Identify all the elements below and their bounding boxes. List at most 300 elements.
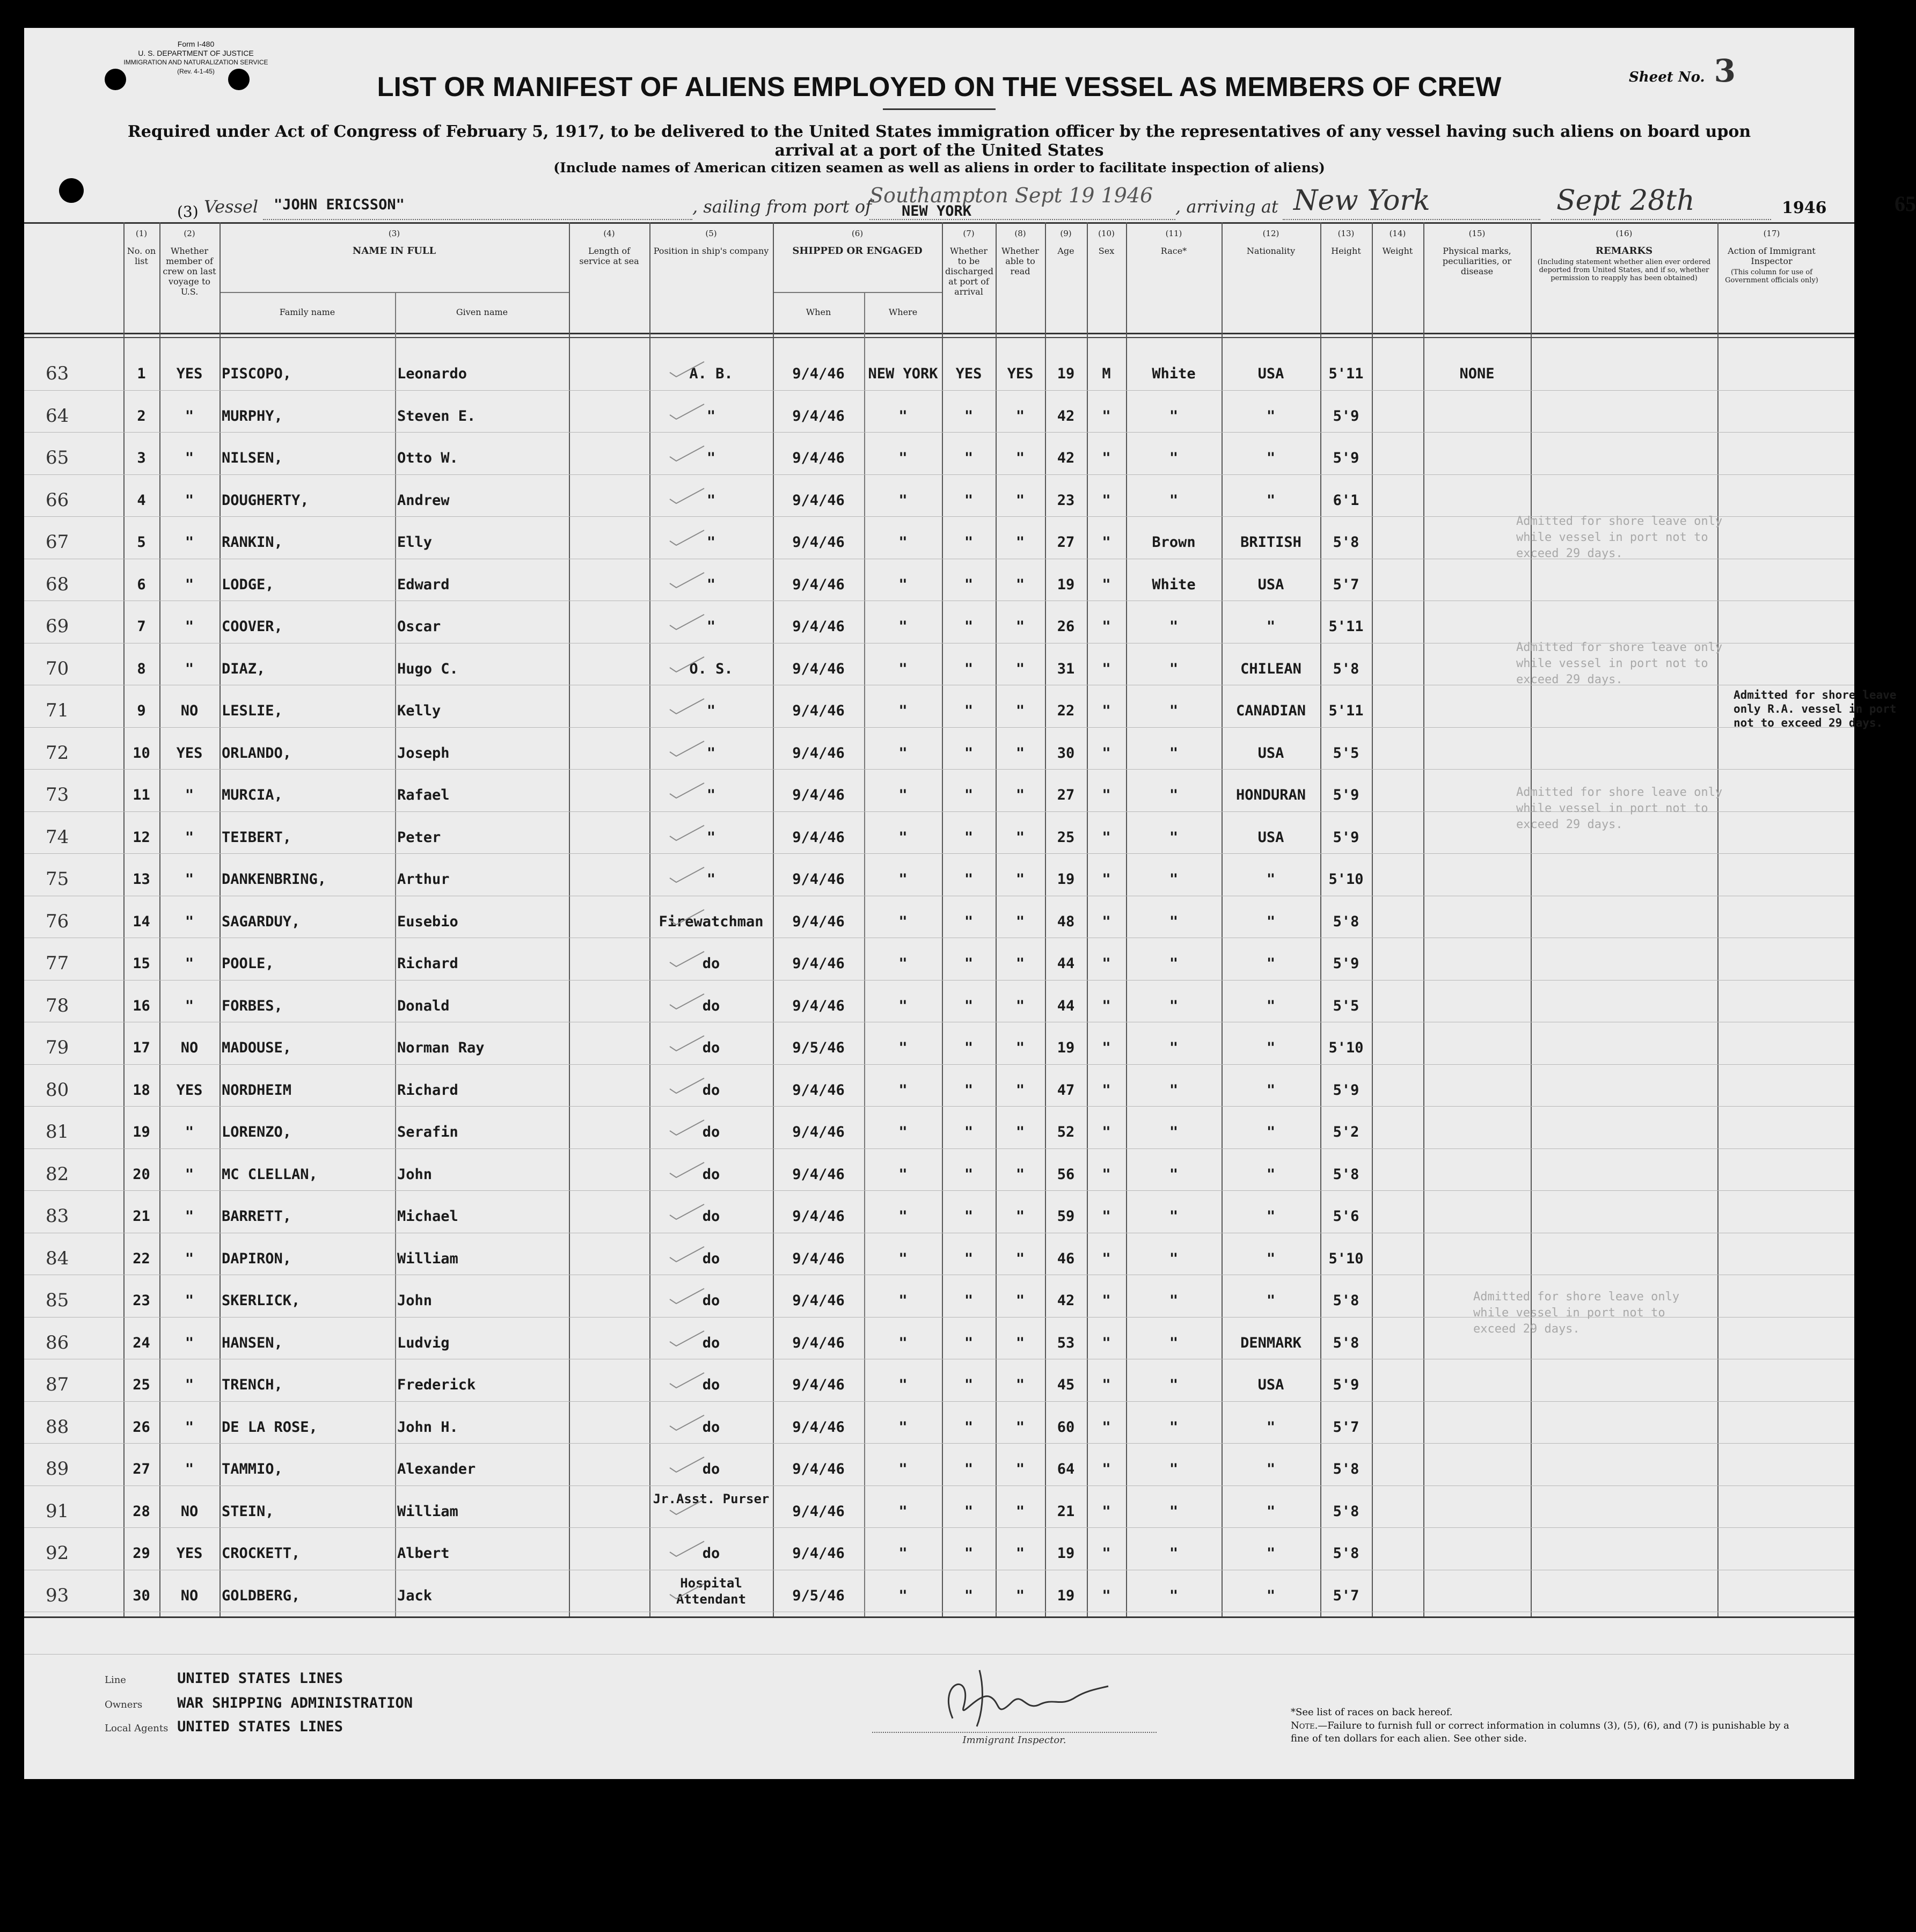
cell-race: " xyxy=(1169,450,1179,466)
table-row xyxy=(24,983,1854,1026)
vessel-name: "JOHN ERICSSON" xyxy=(274,196,405,213)
cell-nationality: " xyxy=(1266,1081,1276,1099)
cell-age: 19 xyxy=(1057,871,1075,888)
cell-discharged: " xyxy=(964,1334,974,1351)
cell-nationality: HONDURAN xyxy=(1235,787,1306,803)
inspector-rule xyxy=(872,1732,1157,1733)
cell-when: 9/4/46 xyxy=(792,1334,845,1351)
column-header xyxy=(1320,226,1372,332)
service-check-icon xyxy=(666,1454,708,1475)
cell-read: " xyxy=(1015,618,1025,635)
service-check-icon xyxy=(666,1033,708,1054)
service-check-icon xyxy=(666,654,708,675)
cell-nationality: " xyxy=(1266,407,1276,425)
cell-when: 9/4/46 xyxy=(792,1545,845,1562)
crew-table xyxy=(24,222,1897,1644)
cell-when: 9/4/46 xyxy=(792,407,845,425)
cell-family: DOUGHERTY, xyxy=(222,492,309,509)
cell-when: 9/4/46 xyxy=(792,871,845,888)
title-underline xyxy=(883,108,996,110)
cell-when: 9/4/46 xyxy=(792,365,845,382)
form-department: U. S. DEPARTMENT OF JUSTICE xyxy=(138,49,254,57)
cell-height: 5'9 xyxy=(1333,955,1359,972)
cell-race: " xyxy=(1169,1124,1179,1140)
cell-discharged: " xyxy=(964,871,974,888)
cell-where: " xyxy=(898,660,908,677)
margin-number: 64 xyxy=(46,405,69,427)
column-number: (16) xyxy=(1615,229,1633,238)
year: 1946 xyxy=(1782,199,1827,217)
cell-given: Hugo C. xyxy=(397,660,458,677)
cell-race: " xyxy=(1169,829,1179,846)
cell-where: " xyxy=(898,913,908,930)
table-row xyxy=(24,393,1854,436)
cell-read: " xyxy=(1015,576,1025,593)
margin-number: 65 xyxy=(46,447,69,469)
cell-height: 5'11 xyxy=(1328,702,1364,719)
column-header xyxy=(569,226,649,332)
cell-height: 5'8 xyxy=(1333,1166,1359,1183)
cell-height: 5'11 xyxy=(1328,618,1364,635)
cell-family: STEIN, xyxy=(222,1503,274,1520)
cell-height: 5'8 xyxy=(1333,660,1359,677)
service-check-icon xyxy=(666,611,708,633)
cell-height: 5'7 xyxy=(1333,576,1359,593)
cell-no: 13 xyxy=(133,871,150,888)
cell-nationality: " xyxy=(1266,1545,1276,1562)
column-label: Position in ship's company xyxy=(653,246,769,256)
cell-read: " xyxy=(1015,1166,1025,1183)
cell-when: 9/4/46 xyxy=(792,450,845,466)
table-row xyxy=(24,1236,1854,1278)
cell-read: " xyxy=(1015,1545,1025,1562)
cell-position: do xyxy=(702,997,720,1014)
table-row xyxy=(24,899,1854,941)
cell-where: " xyxy=(898,618,908,635)
column-number: (11) xyxy=(1165,229,1182,238)
cell-nationality: " xyxy=(1266,492,1276,509)
cell-read: " xyxy=(1015,534,1025,551)
service-check-icon xyxy=(666,1496,708,1518)
cell-sex: " xyxy=(1102,1292,1111,1309)
cell-age: 45 xyxy=(1057,1377,1075,1393)
cell-position: " xyxy=(706,744,716,762)
arriving-date: Sept 28th xyxy=(1556,185,1695,217)
cell-position: " xyxy=(706,871,716,888)
cell-position: " xyxy=(706,702,716,719)
cell-race: " xyxy=(1169,1418,1179,1436)
margin-number: 78 xyxy=(46,994,69,1016)
inspector-label: Immigrant Inspector. xyxy=(962,1735,1066,1746)
cell-sex: " xyxy=(1102,997,1111,1014)
cell-family: TEIBERT, xyxy=(222,829,292,846)
cell-position: do xyxy=(702,1040,720,1056)
faint-stamp: Admitted for shore leave only while vessel in port not to exceed 29 days. xyxy=(1516,641,1723,686)
column-number: (10) xyxy=(1098,229,1115,238)
service-check-icon xyxy=(666,1412,708,1433)
sheet-label: Sheet No. xyxy=(1629,69,1705,85)
cell-position: do xyxy=(702,1418,720,1436)
cell-given: Elly xyxy=(397,534,433,551)
cell-crew: NO xyxy=(180,1503,199,1520)
cell-no: 6 xyxy=(137,576,146,593)
cell-no: 7 xyxy=(137,618,146,635)
cell-nationality: " xyxy=(1266,1250,1276,1267)
cell-race: " xyxy=(1169,1081,1179,1099)
service-check-icon xyxy=(666,696,708,717)
cell-height: 5'7 xyxy=(1333,1587,1359,1604)
sailing-handwritten: Southampton Sept 19 1946 xyxy=(869,184,1153,207)
cell-read: " xyxy=(1015,829,1025,846)
cell-sex: " xyxy=(1102,492,1111,509)
cell-crew: YES xyxy=(176,744,203,762)
cell-height: 5'9 xyxy=(1333,1377,1359,1393)
column-label: No. on list xyxy=(127,246,156,266)
cell-age: 21 xyxy=(1057,1503,1075,1520)
cell-given: John xyxy=(397,1292,433,1309)
cell-sex: " xyxy=(1102,1587,1111,1604)
cell-crew: " xyxy=(185,1166,194,1183)
cell-discharged: " xyxy=(964,913,974,930)
column-header xyxy=(1531,226,1717,332)
manifest-sheet xyxy=(24,28,1916,1779)
cell-family: HANSEN, xyxy=(222,1334,283,1351)
cell-race: " xyxy=(1169,618,1179,635)
table-row xyxy=(24,1446,1854,1489)
margin-number: 63 xyxy=(46,363,69,384)
owners-label: Owners xyxy=(105,1699,143,1710)
cell-race: " xyxy=(1169,913,1179,930)
cell-sex: " xyxy=(1102,1418,1111,1436)
cell-given: John xyxy=(397,1166,433,1183)
cell-read: " xyxy=(1015,1334,1025,1351)
cell-no: 28 xyxy=(133,1503,150,1520)
cell-nationality: " xyxy=(1266,618,1276,635)
cell-when: 9/4/46 xyxy=(792,913,845,930)
margin-number: 92 xyxy=(46,1542,69,1564)
cell-family: DAPIRON, xyxy=(222,1250,292,1267)
cell-when: 9/4/46 xyxy=(792,618,845,635)
cell-age: 46 xyxy=(1057,1250,1075,1267)
cell-no: 12 xyxy=(133,829,150,846)
margin-number: 86 xyxy=(46,1331,69,1353)
vessel-prefix: (3) xyxy=(177,203,199,221)
margin-number: 77 xyxy=(46,953,69,974)
cell-nationality: " xyxy=(1266,1418,1276,1436)
cell-race: " xyxy=(1169,407,1179,425)
margin-number: 82 xyxy=(46,1163,69,1185)
margin-number: 87 xyxy=(46,1374,69,1395)
cell-where: " xyxy=(898,534,908,551)
cell-race: " xyxy=(1169,787,1179,803)
cell-where: " xyxy=(898,787,908,803)
table-row xyxy=(24,1025,1854,1067)
owners-value: WAR SHIPPING ADMINISTRATION xyxy=(177,1695,413,1711)
cell-when: 9/4/46 xyxy=(792,1292,845,1309)
cell-given: Rafael xyxy=(397,787,450,803)
cell-position: do xyxy=(702,1166,720,1183)
table-row xyxy=(24,730,1854,773)
form-revision: (Rev. 4-1-45) xyxy=(177,68,215,75)
column-number: (9) xyxy=(1060,229,1072,238)
cell-age: 59 xyxy=(1057,1208,1075,1225)
cell-age: 52 xyxy=(1057,1124,1075,1140)
line-value: UNITED STATES LINES xyxy=(177,1670,343,1687)
column-number: (13) xyxy=(1337,229,1355,238)
cell-read: " xyxy=(1015,1587,1025,1604)
cell-height: 5'8 xyxy=(1333,1545,1359,1562)
cell-read: " xyxy=(1015,1208,1025,1225)
cell-read: " xyxy=(1015,871,1025,888)
cell-no: 22 xyxy=(133,1250,150,1267)
table-row xyxy=(24,1067,1854,1110)
column-label: Age xyxy=(1057,246,1074,256)
cell-sex: " xyxy=(1102,407,1111,425)
punch-hole xyxy=(59,178,84,203)
column-label: Sex xyxy=(1098,246,1115,256)
cell-race: " xyxy=(1169,1377,1179,1393)
cell-discharged: " xyxy=(964,450,974,466)
cell-discharged: " xyxy=(964,618,974,635)
races-note: *See list of races on back hereof. xyxy=(1291,1707,1453,1718)
cell-family: MC CLELLAN, xyxy=(222,1166,318,1183)
cell-crew: " xyxy=(185,1124,194,1140)
cell-discharged: " xyxy=(964,1166,974,1183)
column-header xyxy=(123,226,159,332)
cell-race: " xyxy=(1169,492,1179,509)
cell-nationality: " xyxy=(1266,871,1276,888)
cell-discharged: " xyxy=(964,787,974,803)
cell-when: 9/4/46 xyxy=(792,829,845,846)
table-row xyxy=(24,1152,1854,1194)
cell-no: 16 xyxy=(133,997,150,1014)
footer-agents-row xyxy=(105,1718,534,1735)
cell-race: " xyxy=(1169,744,1179,762)
cell-discharged: " xyxy=(964,1587,974,1604)
column-number: (3) xyxy=(388,229,400,238)
cell-family: CROCKETT, xyxy=(222,1545,301,1562)
cell-discharged: " xyxy=(964,744,974,762)
cell-crew: NO xyxy=(180,702,199,719)
cell-read: " xyxy=(1015,492,1025,509)
cell-position: " xyxy=(706,534,716,551)
cell-read: " xyxy=(1015,1461,1025,1477)
cell-where: " xyxy=(898,744,908,762)
margin-number: 71 xyxy=(46,700,69,721)
cell-family: SKERLICK, xyxy=(222,1292,301,1309)
cell-discharged: " xyxy=(964,829,974,846)
cell-age: 60 xyxy=(1057,1418,1075,1436)
cell-sex: " xyxy=(1102,618,1111,635)
cell-crew: " xyxy=(185,1461,194,1477)
cell-family: NILSEN, xyxy=(222,450,283,466)
cell-when: 9/4/46 xyxy=(792,744,845,762)
cell-family: LORENZO, xyxy=(222,1124,292,1140)
cell-no: 20 xyxy=(133,1166,150,1183)
agents-value: UNITED STATES LINES xyxy=(177,1718,343,1735)
cell-crew: " xyxy=(185,576,194,593)
cell-family: MADOUSE, xyxy=(222,1040,292,1056)
agents-label: Local Agents xyxy=(105,1723,169,1734)
cell-discharged: " xyxy=(964,1081,974,1099)
cell-age: 27 xyxy=(1057,534,1075,551)
cell-crew: NO xyxy=(180,1040,199,1056)
cell-age: 42 xyxy=(1057,1292,1075,1309)
cell-sex: " xyxy=(1102,1334,1111,1351)
margin-number: 89 xyxy=(46,1458,69,1480)
cell-sex: " xyxy=(1102,1081,1111,1099)
sub-column-label: Where xyxy=(888,307,918,317)
cell-height: 5'10 xyxy=(1328,1040,1364,1056)
service-check-icon xyxy=(666,738,708,759)
margin-number: 72 xyxy=(46,742,69,764)
cell-discharged: " xyxy=(964,1208,974,1225)
table-row xyxy=(24,1362,1854,1404)
cell-where: " xyxy=(898,1250,908,1267)
cell-age: 19 xyxy=(1057,1545,1075,1562)
cell-position: Firewatchman xyxy=(659,913,764,930)
cell-where: " xyxy=(898,450,908,466)
column-label: Action of Immigrant Inspector xyxy=(1728,246,1816,266)
cell-where: " xyxy=(898,1124,908,1140)
cell-given: Donald xyxy=(397,997,450,1014)
cell-given: Edward xyxy=(397,576,450,593)
sub-column-label: Family name xyxy=(279,307,335,317)
cell-no: 18 xyxy=(133,1081,150,1099)
cell-family: NORDHEIM xyxy=(222,1081,292,1099)
cell-no: 26 xyxy=(133,1418,150,1436)
cell-nationality: " xyxy=(1266,955,1276,972)
cell-given: Steven E. xyxy=(397,407,476,425)
service-check-icon xyxy=(666,991,708,1012)
cell-where: " xyxy=(898,997,908,1014)
cell-sex: " xyxy=(1102,576,1111,593)
cell-no: 11 xyxy=(133,787,150,803)
cell-position: do xyxy=(702,955,720,972)
sailing-port-field xyxy=(869,184,1175,220)
cell-read: " xyxy=(1015,913,1025,930)
column-label: Race* xyxy=(1160,246,1187,256)
column-sub-note: (This column for use of Government officials only) xyxy=(1725,268,1818,284)
cell-given: Norman Ray xyxy=(397,1040,485,1056)
cell-age: 56 xyxy=(1057,1166,1075,1183)
cell-height: 5'8 xyxy=(1333,1334,1359,1351)
cell-nationality: CANADIAN xyxy=(1235,702,1306,719)
form-id: Form I-480 xyxy=(177,40,215,48)
cell-height: 5'9 xyxy=(1333,450,1359,466)
cell-read: " xyxy=(1015,660,1025,677)
service-check-icon xyxy=(666,401,708,422)
margin-number: 84 xyxy=(46,1247,69,1269)
cell-height: 5'9 xyxy=(1333,829,1359,846)
cell-discharged: YES xyxy=(955,365,982,382)
cell-nationality: " xyxy=(1266,1587,1276,1604)
service-check-icon xyxy=(666,485,708,507)
margin-number: 76 xyxy=(46,910,69,932)
cell-nationality: BRITISH xyxy=(1240,534,1301,551)
cell-height: 5'7 xyxy=(1333,1418,1359,1436)
service-check-icon xyxy=(666,1538,708,1560)
cell-given: Frederick xyxy=(397,1377,476,1393)
arriving-date-field xyxy=(1551,185,1771,220)
cell-position: do xyxy=(702,1250,720,1267)
cell-nationality: USA xyxy=(1257,744,1284,762)
cell-crew: " xyxy=(185,618,194,635)
cell-age: 26 xyxy=(1057,618,1075,635)
cell-read: " xyxy=(1015,1250,1025,1267)
cell-position: do xyxy=(702,1292,720,1309)
cell-position: do xyxy=(702,1545,720,1562)
cell-discharged: " xyxy=(964,660,974,677)
cell-age: 42 xyxy=(1057,450,1075,466)
margin-number: 74 xyxy=(46,826,69,848)
faint-stamp: Admitted for shore leave only while vessel in port not to exceed 29 days. xyxy=(1516,786,1723,831)
vessel-label: Vessel xyxy=(204,196,259,217)
table-row xyxy=(24,1489,1854,1531)
cell-crew: " xyxy=(185,871,194,888)
cell-height: 5'10 xyxy=(1328,871,1364,888)
table-row xyxy=(24,1531,1854,1573)
cell-where: " xyxy=(898,1545,908,1562)
cell-crew: " xyxy=(185,1334,194,1351)
cell-age: 31 xyxy=(1057,660,1075,677)
cell-nationality: USA xyxy=(1257,1377,1284,1393)
service-check-icon xyxy=(666,1285,708,1307)
cell-discharged: " xyxy=(964,492,974,509)
service-check-icon xyxy=(666,906,708,928)
cell-no: 30 xyxy=(133,1587,150,1604)
table-row xyxy=(24,941,1854,983)
cell-nationality: " xyxy=(1266,1461,1276,1477)
cell-read: " xyxy=(1015,1503,1025,1520)
cell-crew: " xyxy=(185,1292,194,1309)
cell-when: 9/4/46 xyxy=(792,492,845,509)
cell-no: 2 xyxy=(137,407,146,425)
service-check-icon xyxy=(666,1580,708,1602)
cell-race: Brown xyxy=(1152,534,1196,551)
cell-where: " xyxy=(898,702,908,719)
cell-where: " xyxy=(898,1418,908,1436)
cell-discharged: " xyxy=(964,1418,974,1436)
service-check-icon xyxy=(666,822,708,844)
cell-race: " xyxy=(1169,1292,1179,1309)
cell-crew: " xyxy=(185,534,194,551)
cell-read: " xyxy=(1015,450,1025,466)
cell-height: 5'5 xyxy=(1333,744,1359,762)
service-check-icon xyxy=(666,1117,708,1138)
cell-position: Hospital Attendant xyxy=(676,1575,747,1607)
cell-no: 1 xyxy=(137,365,146,382)
cell-sex: " xyxy=(1102,450,1111,466)
note-text: —Failure to furnish full or correct information in columns (3), (5), (6), and (7) is punishable by a fine of ten dollars for each alien. See other side. xyxy=(1291,1720,1789,1744)
column-number: (15) xyxy=(1468,229,1486,238)
cell-race: " xyxy=(1169,1250,1179,1267)
cell-where: " xyxy=(898,492,908,509)
cell-height: 5'8 xyxy=(1333,1461,1359,1477)
sub-header-rule xyxy=(773,292,942,293)
margin-number: 69 xyxy=(46,616,69,637)
cell-where: " xyxy=(898,1208,908,1225)
cell-nationality: " xyxy=(1266,997,1276,1014)
cell-race: " xyxy=(1169,702,1179,719)
cell-position: do xyxy=(702,1377,720,1393)
cell-crew: " xyxy=(185,997,194,1014)
service-check-icon xyxy=(666,527,708,548)
cell-discharged: " xyxy=(964,407,974,425)
table-bottom-rule xyxy=(24,1616,1854,1618)
fine-note xyxy=(1291,1719,1801,1745)
cell-read: " xyxy=(1015,407,1025,425)
